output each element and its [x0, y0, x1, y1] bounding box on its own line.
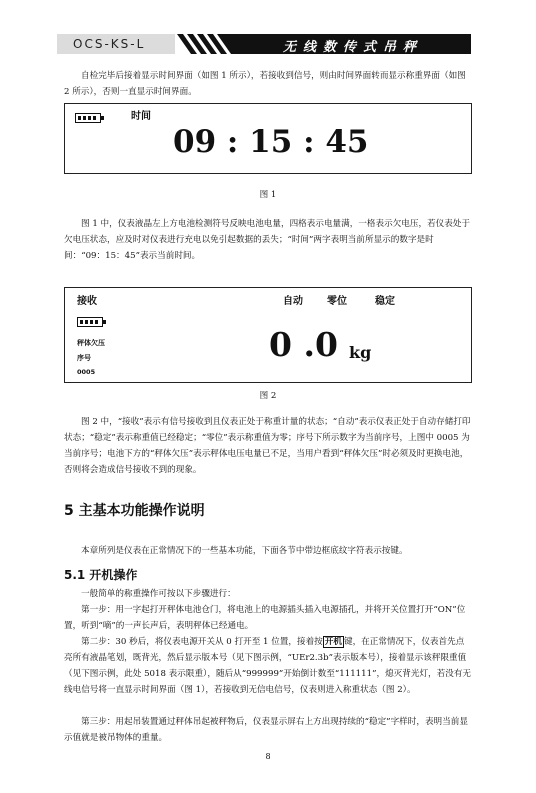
weight-unit: kg	[349, 343, 372, 362]
time-label: 时间	[131, 111, 151, 122]
sequence-number: 0005	[77, 368, 96, 376]
auto-indicator: 自动	[283, 296, 303, 307]
step-2-text-b: 键，在正常情况下，仪表首先点亮所有液晶笔划，既背光，然后显示版本号（见下图示例，“UEr2.3b”表示版本号），接着显示该秤限重值（见下图示例，此处 5018 表示限重），随后从“999999”开始倒计数至“111111”，熄灭背光灯，若没有无线电信号将一直显示时间界面（图 1），若接收到无信电信号，仪表则进入称重状态（图 2）。	[64, 637, 472, 695]
receive-indicator: 接收	[77, 296, 97, 307]
sequence-label: 序号	[77, 354, 91, 362]
header-title-block	[235, 34, 471, 54]
figure-2-explanation: 图 2 中，“接收”表示有信号接收到且仪表正处于称重计量的状态；“自动”表示仪表正处于自动存储打印状态；“稳定”表示称重值已经稳定；“零位”表示称重值为零；序号下所示数字为当前序号，上图中 0005 为当前序号；电池下方的“秤体欠压”表示秤体电压电量已不足，当用户看到“秤体欠压”时必须及时更换电池，否则将会造成信号接收不到的现象。	[64, 417, 471, 475]
stable-indicator: 稳定	[375, 296, 395, 307]
step-1: 第一步：用一字起打开秤体电池仓门，将电池上的电源插头插入电源插孔，并将开关位置打开“ON”位置，听到“嘀”的一声长声后，表明秤体已经通电。	[64, 605, 466, 631]
intro-paragraph: 自检完毕后接着显示时间界面（如图 1 所示），若接收到信号，则由时间界面转而显示称重界面（如图 2 所示），否则一直显示时间界面。	[64, 71, 466, 97]
battery-icon	[75, 113, 101, 123]
time-value: 09 : 15 : 45	[173, 124, 369, 160]
figure-1-explanation: 图 1 中，仪表液晶左上方电池检测符号反映电池电量，四格表示电量满，一格表示欠电压，若仪表处于欠电压状态，应及时对仪表进行充电以免引起数据的丢失；“时间”两字表明当前所显示的数字是时间：“09：15：45”表示当前时间。	[64, 219, 471, 261]
power-on-key: 开机	[324, 637, 342, 647]
figure-1-time-display	[64, 103, 472, 174]
figure-2-caption: 图 2	[259, 391, 277, 401]
figure-2-weighing-display	[64, 287, 472, 383]
section-5-intro: 本章所列是仪表在正常情况下的一些基本功能，下面各节中带边框底纹字符表示按键。	[81, 546, 408, 556]
low-voltage-indicator: 秤体欠压	[77, 339, 105, 347]
header-stripes-icon	[175, 34, 235, 54]
steps-lead: 一般简单的称重操作可按以下步骤进行：	[81, 589, 236, 599]
header-title: 无线数传式吊秤	[282, 40, 423, 55]
header-code-block	[57, 34, 175, 54]
figure-1-caption: 图 1	[259, 190, 277, 200]
battery-icon	[77, 317, 103, 327]
section-5-heading: 5 主基本功能操作说明	[64, 503, 205, 519]
step-2	[64, 634, 472, 698]
weight-value: 0 .0	[269, 325, 338, 364]
zero-indicator: 零位	[327, 296, 347, 307]
page-header	[57, 34, 471, 54]
header-code: OCS-KS-L	[73, 37, 146, 51]
step-2-text-a: 第二步：30 秒后，将仪表电源开关从 0 打开至 1 位置，接着按	[81, 637, 323, 647]
section-5-1-heading: 5.1 开机操作	[64, 568, 138, 582]
page-number: 8	[265, 752, 271, 761]
step-3: 第三步：用起吊装置通过秤体吊起被秤物后，仪表显示屏右上方出现持续的“稳定”字样时，表明当前显示值就是被吊物体的重量。	[64, 717, 468, 743]
